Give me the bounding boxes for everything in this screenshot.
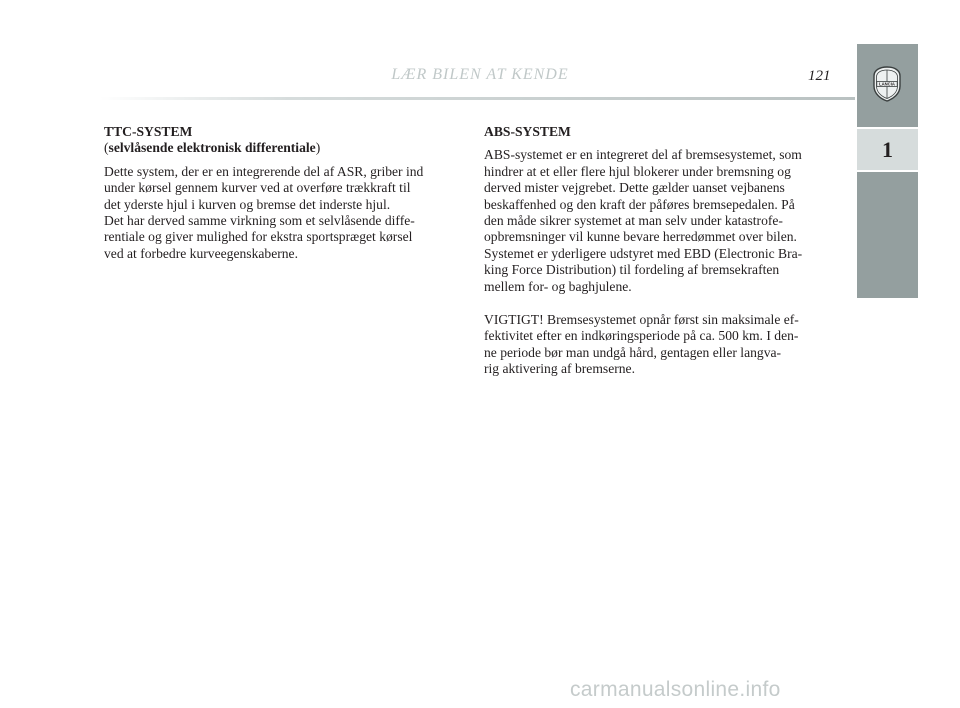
watermark: carmanualsonline.info <box>570 678 781 701</box>
logo-text: LANCIA <box>879 81 895 87</box>
abs-paragraph: ABS-systemet er en integreret del af bremsesystemet, som hindrer at et eller flere hjul blokerer under bremsning og derved mister vejgrebet. Dette gælder uanset vejbanens beskaffenhed og den kraft der påføres bremsepedalen. På den måde sikrer systemet at man selv under katastrofe- opbremsninger vil kunne bevare herredømmet over bilen. Systemet er yderligere udstyret med EBD (Electronic Bra- king Force Distribution) til fordeling af bremsekraften mellem for- og baghjulene. <box>484 147 803 294</box>
ttc-subheading: (selvlåsende elektronisk differentiale) <box>104 140 321 156</box>
abs-heading: ABS-SYSTEM <box>484 124 571 139</box>
ttc-paragraph: Dette system, der er en integrerende del af ASR, griber ind under kørsel gennem kurver ved at overføre trækkraft til det yderste hjul i kurven og bremse det inderste hjul. Det har derved samme virkning som et selvlåsende diffe- rentiale og giver mulighed for ekstra sportspræget kørsel ved at forbedre kurveegenskaberne. <box>104 163 424 261</box>
warning-paragraph: VIGTIGT! Bremsesystemet opnår først sin maksimale ef- fektivitet efter en indkøringsperiode på ca. 500 km. I den- ne periode bør man undgå hård, gentagen eller langva- rig aktivering af bremserne. <box>484 312 799 377</box>
page-number: 121 <box>808 68 831 84</box>
ttc-heading: TTC-SYSTEM <box>104 124 193 139</box>
chapter-number: 1 <box>857 127 918 172</box>
lancia-shield-icon <box>872 66 902 102</box>
left-column <box>104 124 460 262</box>
right-column <box>484 124 839 378</box>
running-title: LÆR BILEN AT KENDE <box>391 66 569 83</box>
header-rule <box>100 97 855 100</box>
